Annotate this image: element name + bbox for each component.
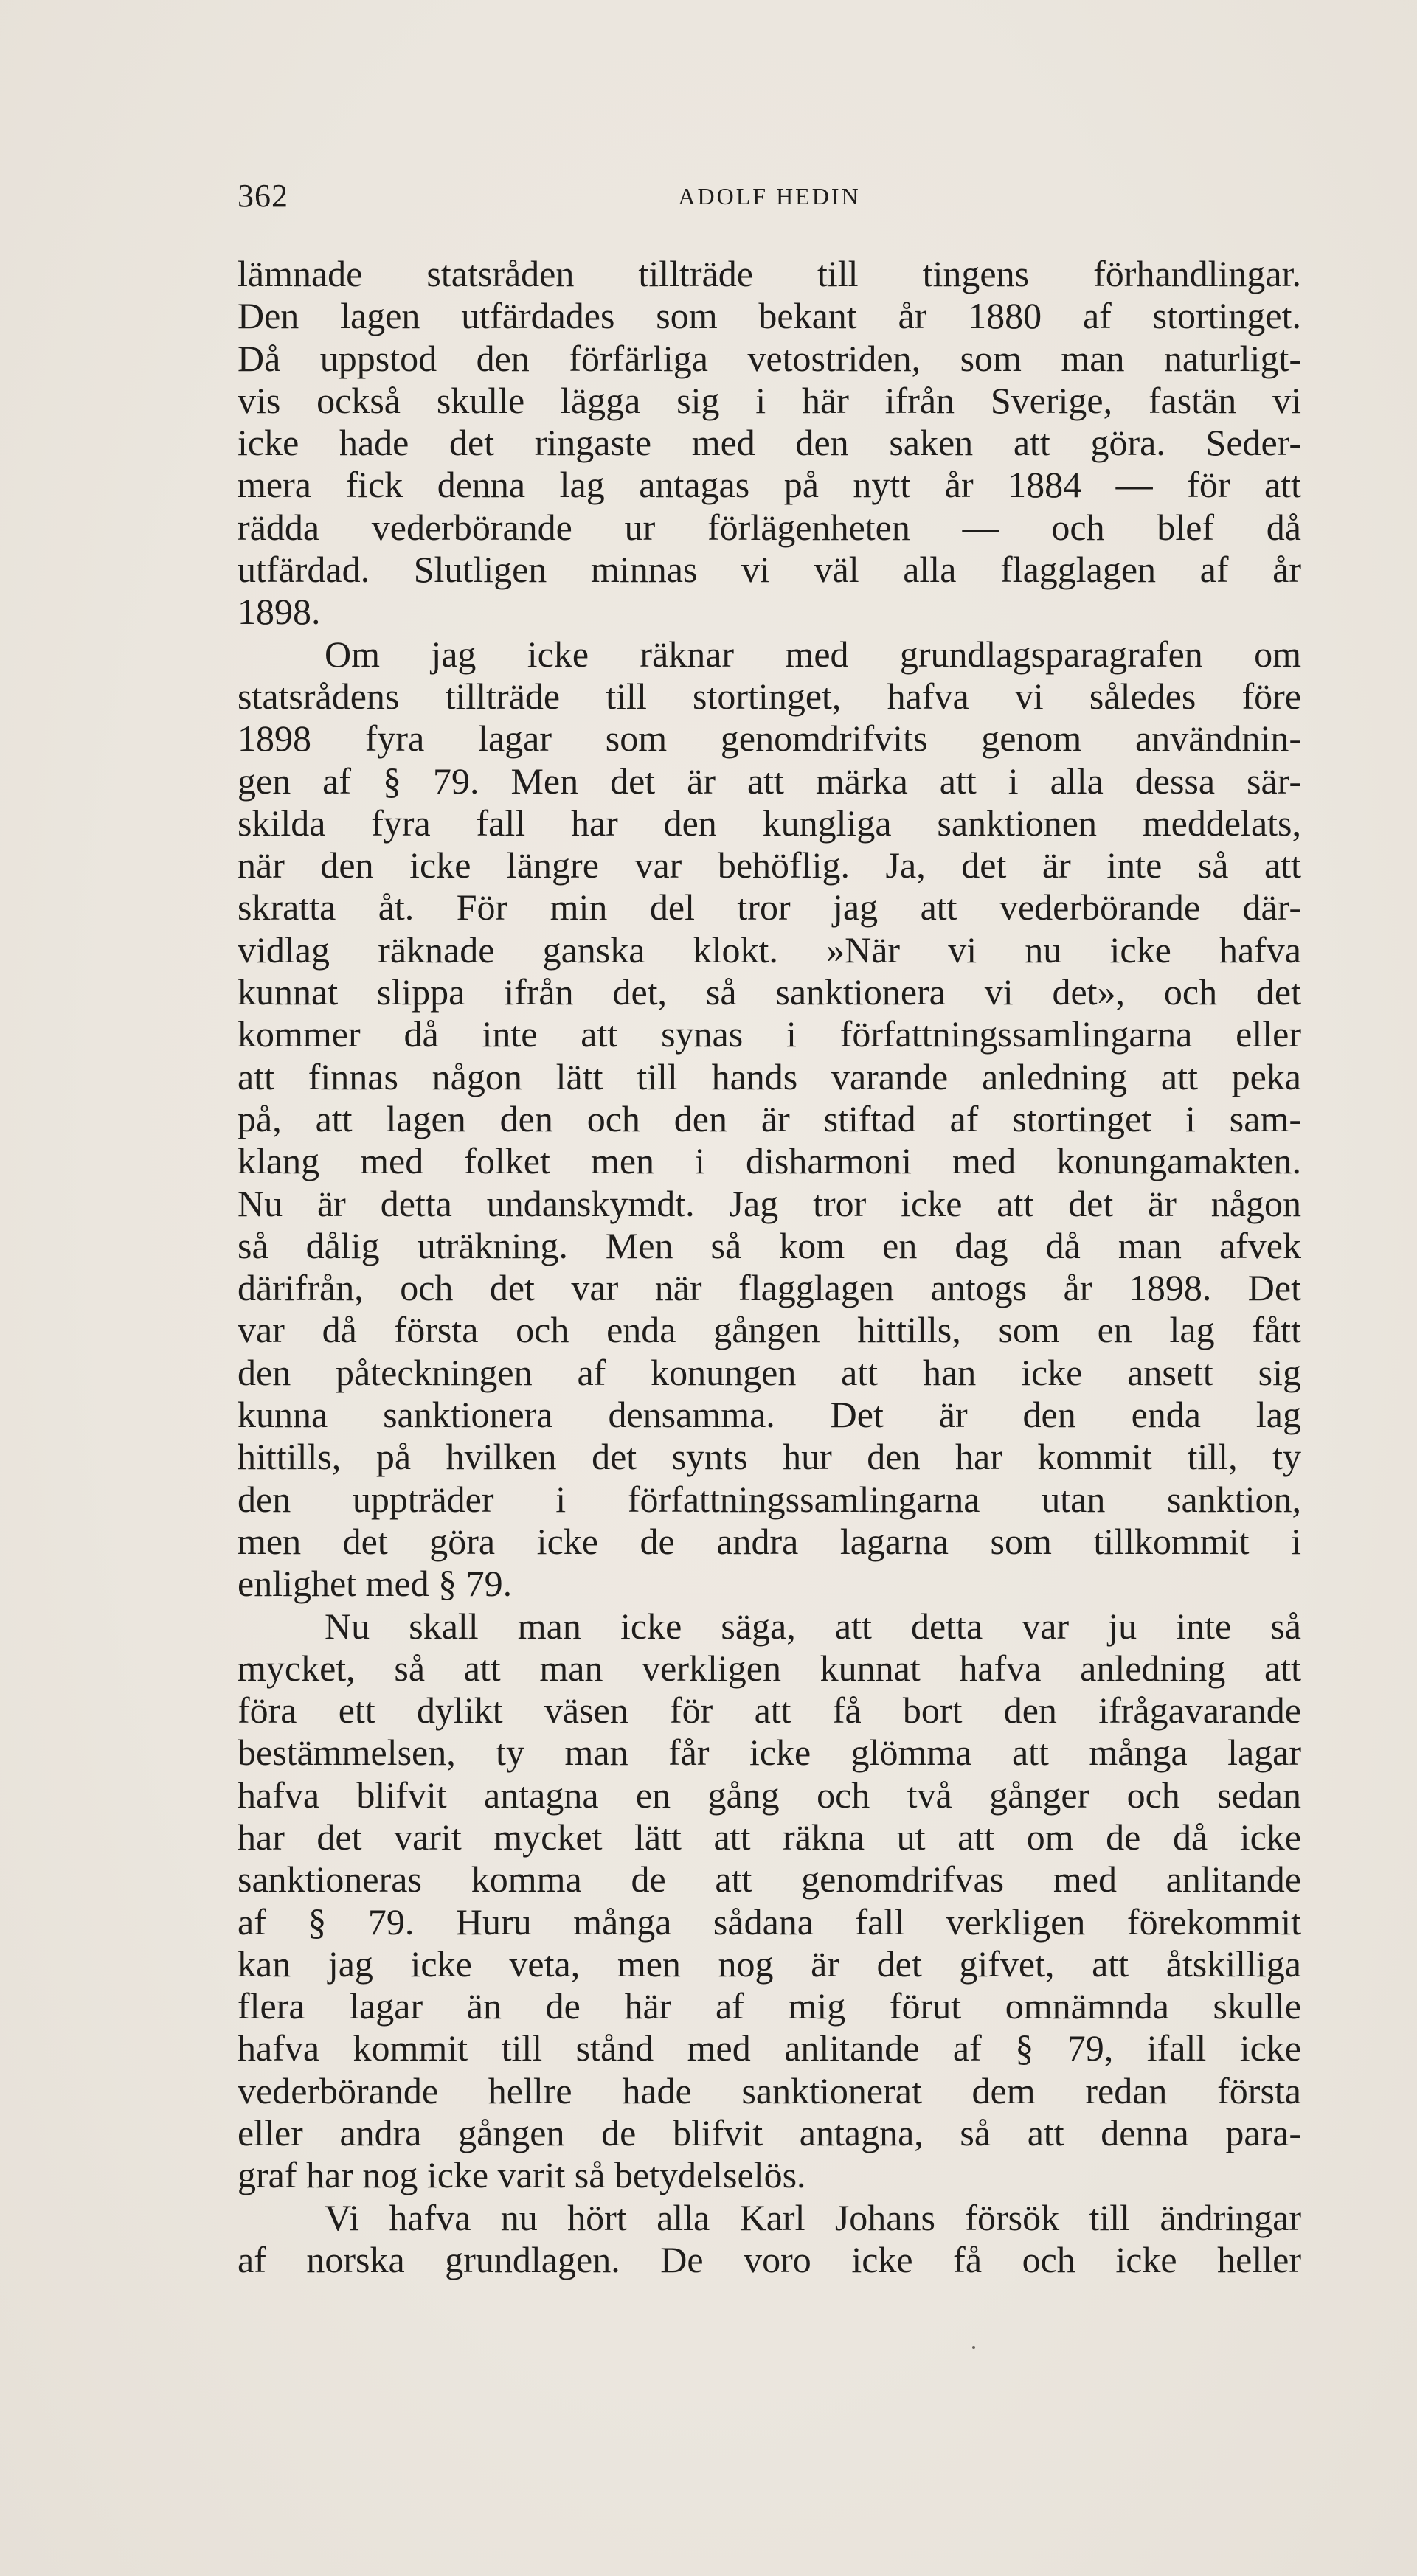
text-line: gen af § 79. Men det är att märka att i alla dessa sär- bbox=[238, 760, 1301, 802]
text-line: bestämmelsen, ty man får icke glömma att många lagar bbox=[238, 1732, 1301, 1774]
page-header bbox=[238, 177, 1301, 229]
text-line: skratta åt. För min del tror jag att vederbörande där- bbox=[238, 886, 1301, 928]
text-line: den uppträder i författningssamlingarna utan sanktion, bbox=[238, 1478, 1301, 1520]
text-line: föra ett dylikt väsen för att få bort den ifrågavarande bbox=[238, 1690, 1301, 1732]
page-number: 362 bbox=[238, 178, 288, 214]
text-line: 1898 fyra lagar som genomdrifvits genom användnin- bbox=[238, 718, 1301, 760]
text-line: lämnade statsråden tillträde till tingens förhandlingar. bbox=[238, 253, 1301, 294]
text-line: när den icke längre var behöflig. Ja, det är inte så att bbox=[238, 844, 1301, 886]
text-line: Vi hafva nu hört alla Karl Johans försök till ändringar bbox=[325, 2196, 1301, 2238]
text-line: hittills, på hvilken det synts hur den har kommit till, ty bbox=[238, 1436, 1301, 1478]
text-line: klang med folket men i disharmoni med konungamakten. bbox=[238, 1140, 1301, 1182]
text-line: Nu skall man icke säga, att detta var ju inte så bbox=[325, 1605, 1301, 1647]
text-line: var då första och enda gången hittills, som en lag fått bbox=[238, 1309, 1301, 1351]
text-line: kunna sanktionera densamma. Det är den enda lag bbox=[238, 1394, 1301, 1436]
text-line: hafva blifvit antagna en gång och två gånger och sedan bbox=[238, 1774, 1301, 1816]
text-line: därifrån, och det var när flagglagen antogs år 1898. Det bbox=[238, 1267, 1301, 1309]
text-line: har det varit mycket lätt att räkna ut att om de då icke bbox=[238, 1816, 1301, 1858]
text-line: flera lagar än de här af mig förut omnämnda skulle bbox=[238, 1985, 1301, 2027]
text-line: enlighet med § 79. bbox=[238, 1563, 513, 1605]
text-line: 1898. bbox=[238, 591, 321, 633]
text-line: icke hade det ringaste med den saken att göra. Seder- bbox=[238, 422, 1301, 464]
text-line: kunnat slippa ifrån det, så sanktionera vi det», och det bbox=[238, 971, 1301, 1013]
text-line: sanktioneras komma de att genomdrifvas med anlitande bbox=[238, 1858, 1301, 1900]
paper-speck bbox=[972, 2346, 975, 2349]
text-line: så dålig uträkning. Men så kom en dag då man afvek bbox=[238, 1224, 1301, 1266]
text-line: kan jag icke veta, men nog är det gifvet, att åtskilliga bbox=[238, 1943, 1301, 1985]
text-line: graf har nog icke varit så betydelselös. bbox=[238, 2154, 806, 2196]
text-line: vis också skulle lägga sig i här ifrån Sverige, fastän vi bbox=[238, 379, 1301, 421]
text-line: statsrådens tillträde till stortinget, hafva vi således före bbox=[238, 675, 1301, 717]
text-line: af § 79. Huru många sådana fall verkligen förekommit bbox=[238, 1900, 1301, 1943]
text-line: Om jag icke räknar med grundlagsparagrafen om bbox=[325, 633, 1301, 675]
text-line: utfärdad. Slutligen minnas vi väl alla flagglagen af år bbox=[238, 549, 1301, 591]
text-line: att finnas någon lätt till hands varande anledning att peka bbox=[238, 1055, 1301, 1097]
text-line: på, att lagen den och den är stiftad af stortinget i sam- bbox=[238, 1097, 1301, 1139]
text-line: hafva kommit till stånd med anlitande af § 79, ifall icke bbox=[238, 2027, 1301, 2069]
text-line: vederbörande hellre hade sanktionerat dem redan första bbox=[238, 2069, 1301, 2111]
text-line: skilda fyra fall har den kungliga sanktionen meddelats, bbox=[238, 802, 1301, 844]
text-line: kommer då inte att synas i författningssamlingarna eller bbox=[238, 1013, 1301, 1055]
text-line: Nu är detta undanskymdt. Jag tror icke att det är någon bbox=[238, 1182, 1301, 1224]
text-line: men det göra icke de andra lagarna som tillkommit i bbox=[238, 1520, 1301, 1562]
text-line: rädda vederbörande ur förlägenheten — och blef då bbox=[238, 506, 1301, 548]
text-line: vidlag räknade ganska klokt. »När vi nu icke hafva bbox=[238, 928, 1301, 971]
text-line: af norska grundlagen. De voro icke få och icke heller bbox=[238, 2238, 1301, 2280]
body-text bbox=[238, 253, 1301, 2281]
running-head: ADOLF HEDIN bbox=[678, 183, 861, 209]
text-line: mera fick denna lag antagas på nytt år 1884 — för att bbox=[238, 464, 1301, 506]
text-line: mycket, så att man verkligen kunnat hafva anledning att bbox=[238, 1647, 1301, 1689]
text-line: Den lagen utfärdades som bekant år 1880 af stortinget. bbox=[238, 295, 1301, 337]
text-line: eller andra gången de blifvit antagna, så att denna para- bbox=[238, 2112, 1301, 2154]
text-line: Då uppstod den förfärliga vetostriden, som man naturligt- bbox=[238, 337, 1301, 379]
text-line: den påteckningen af konungen att han icke ansett sig bbox=[238, 1351, 1301, 1393]
